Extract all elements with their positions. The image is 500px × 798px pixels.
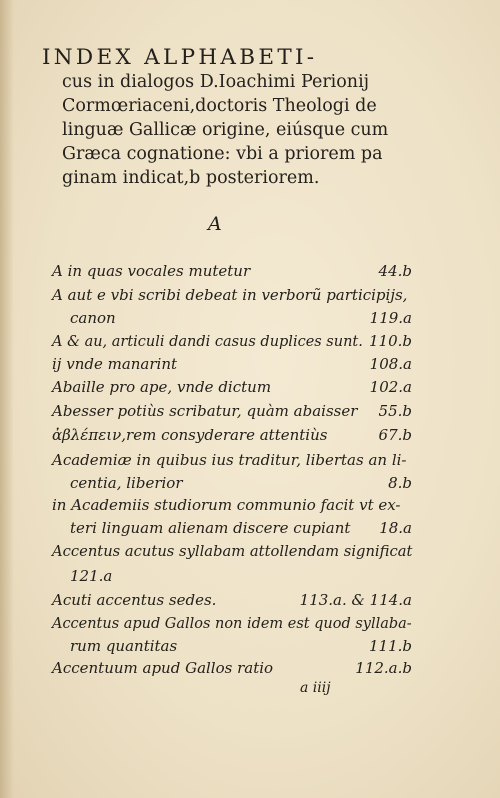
entry-text: Acuti accentus sedes. — [52, 591, 217, 609]
header-line: Cormœriaceni,doctoris Theologi de — [62, 96, 377, 116]
page-gutter-shadow — [0, 0, 14, 798]
index-entry — [52, 540, 412, 562]
index-entry — [52, 353, 412, 375]
index-entry — [52, 635, 412, 657]
index-entry — [52, 424, 412, 446]
section-letter: A — [208, 213, 222, 235]
signature-mark: a iiij — [300, 680, 331, 696]
index-entry — [52, 612, 412, 634]
entry-text: teri linguam alienam discere cupiant — [70, 519, 351, 537]
index-entry — [52, 589, 412, 611]
index-title: INDEX ALPHABETI- — [42, 45, 318, 70]
entry-ref: 67.b — [378, 426, 412, 444]
entry-text: A & au, articuli dandi casus duplices sunt. — [52, 332, 363, 350]
entry-text: A in quas vocales mutetur — [52, 262, 251, 280]
entry-ref: 112.a.b — [355, 659, 412, 677]
entry-text: A aut e vbi scribi debeat in verborũ participijs, — [52, 286, 408, 304]
index-entry — [52, 284, 412, 306]
entry-text: canon — [70, 309, 116, 327]
entry-text: ij vnde manarint — [52, 355, 178, 373]
entry-ref: 113.a. & 114.a — [299, 591, 412, 609]
index-entry — [52, 657, 412, 679]
entry-text: Accentus acutus syllabam attollendam significat — [52, 542, 413, 560]
index-entry — [52, 565, 412, 587]
index-entry — [52, 400, 412, 422]
entry-text: centia, liberior — [70, 474, 183, 492]
index-entry — [52, 330, 412, 352]
header-line: ginam indicat,b posteriorem. — [62, 168, 320, 188]
index-entry — [52, 307, 412, 329]
entry-text: in Academiis studiorum communio facit vt ex- — [52, 496, 401, 514]
index-entry — [52, 449, 412, 471]
entry-text: ἀβλέπειν,rem consyderare attentiùs — [52, 426, 328, 444]
entry-ref: 110.b — [368, 332, 412, 350]
index-entry — [52, 260, 412, 282]
header-line: Græca cognatione: vbi a priorem pa — [62, 144, 383, 164]
index-entry — [52, 376, 412, 398]
entry-ref: 108.a — [369, 355, 412, 373]
entry-ref: 102.a — [369, 378, 412, 396]
entry-text: Accentuum apud Gallos ratio — [52, 659, 274, 677]
entry-text: Abesser potiùs scribatur, quàm abaisser — [52, 402, 358, 420]
entry-text: Accentus apud Gallos non idem est quod syllaba- — [52, 614, 412, 632]
entry-ref: 119.a — [369, 309, 412, 327]
index-entry — [52, 472, 412, 494]
entry-ref: 8.b — [388, 474, 412, 492]
entry-ref: 111.b — [368, 637, 412, 655]
entry-text: Academiæ in quibus ius traditur, libertas an li- — [52, 451, 407, 469]
entry-ref: 44.b — [378, 262, 412, 280]
header-line: linguæ Gallicæ origine, eiúsque cum — [62, 120, 389, 140]
index-entry — [52, 517, 412, 539]
entry-text: Abaille pro ape, vnde dictum — [52, 378, 272, 396]
index-entry — [52, 494, 412, 516]
entry-ref: 55.b — [378, 402, 412, 420]
entry-text: rum quantitas — [70, 637, 178, 655]
header-line: cus in dialogos D.Ioachimi Perionij — [62, 72, 370, 92]
entry-text: 121.a — [70, 567, 113, 585]
entry-ref: 18.a — [379, 519, 412, 537]
